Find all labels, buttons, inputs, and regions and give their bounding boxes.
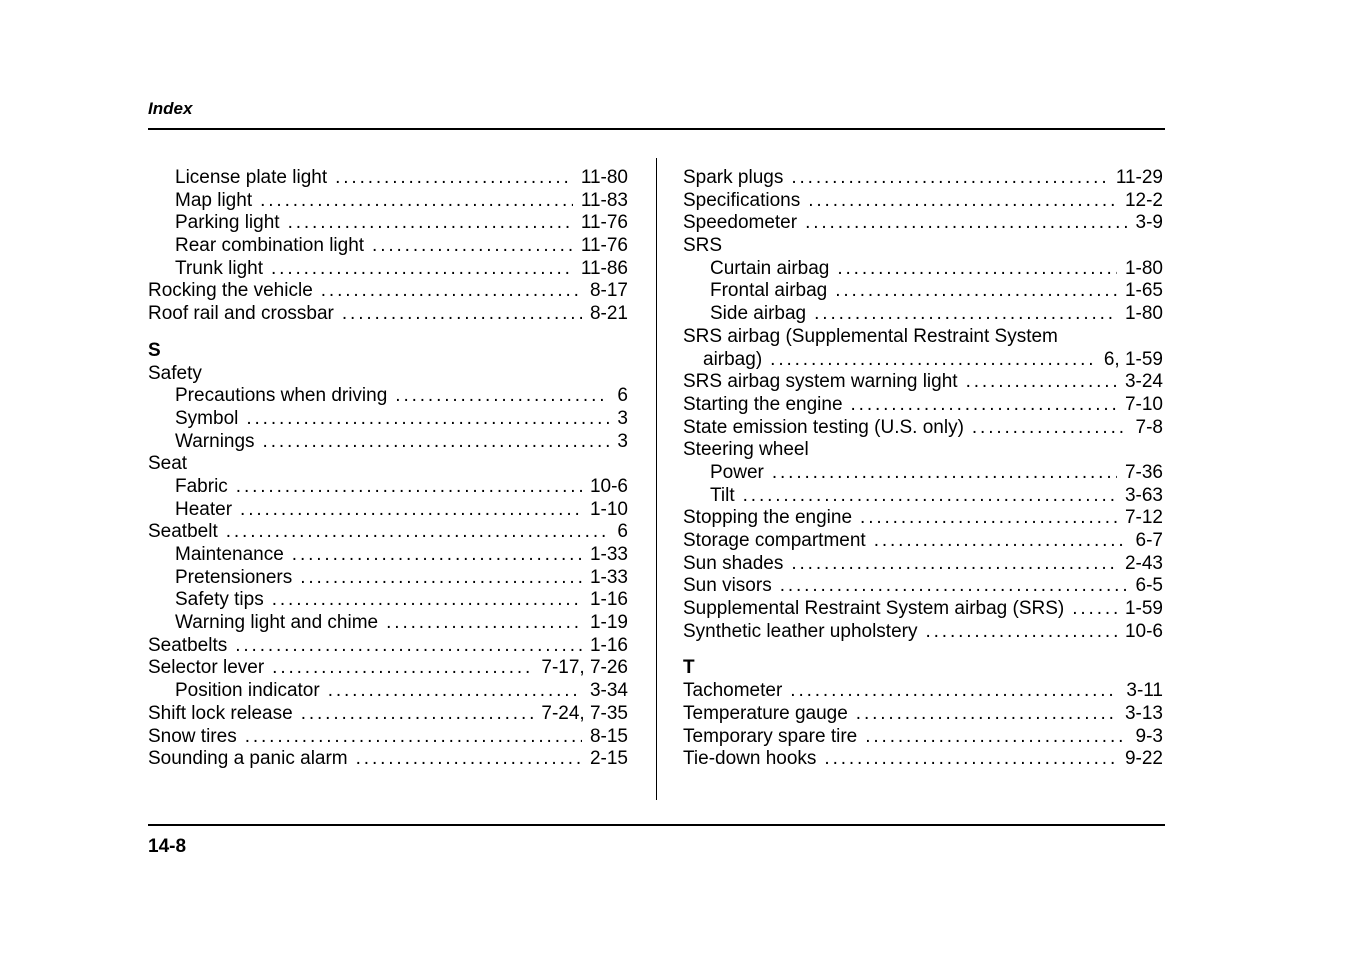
index-entry: [148, 212, 628, 235]
entry-page: 3-24: [1124, 371, 1163, 393]
entry-page: 8-17: [589, 280, 628, 302]
dot-leader: [856, 703, 1117, 726]
entry-page: 7-10: [1124, 393, 1163, 415]
entry-page: 7-24, 7-35: [541, 702, 628, 724]
entry-page: 12-2: [1124, 189, 1163, 211]
entry-page: 9-22: [1124, 748, 1163, 770]
entry-page: 2-15: [589, 748, 628, 770]
entry-page: 8-15: [589, 725, 628, 747]
entry-page: 2-43: [1124, 552, 1163, 574]
dot-leader: [386, 612, 582, 635]
page-number: 14-8: [148, 836, 187, 857]
entry-page: 3-34: [589, 680, 628, 702]
dot-leader: [272, 657, 533, 680]
dot-leader: [260, 190, 573, 213]
index-entry: [683, 212, 1163, 235]
entry-term: Shift lock release: [148, 702, 293, 724]
dot-leader: [743, 485, 1117, 508]
dot-leader: [335, 167, 573, 190]
running-header: Index: [148, 99, 193, 118]
entry-term: Specifications: [683, 189, 801, 211]
entry-term: Pretensioners: [175, 566, 293, 588]
entry-term: Curtain airbag: [710, 257, 830, 279]
index-entry: [148, 726, 628, 749]
index-entry: [148, 235, 628, 258]
entry-term: Seatbelts: [148, 634, 228, 656]
entry-page: 11-76: [580, 212, 628, 234]
entry-term: SRS airbag (Supplemental Restraint System: [683, 325, 1058, 347]
index-entry: [148, 589, 628, 612]
entry-term: Starting the engine: [683, 393, 843, 415]
dot-leader: [791, 167, 1107, 190]
index-entry: [683, 326, 1163, 349]
entry-term: Roof rail and crossbar: [148, 303, 334, 325]
entry-term: Temperature gauge: [683, 702, 848, 724]
index-column-right: [683, 167, 1163, 771]
entry-page: 1-10: [589, 498, 628, 520]
entry-term: SRS airbag system warning light: [683, 371, 958, 393]
header-rule: [148, 128, 1165, 130]
entry-page: 8-21: [589, 303, 628, 325]
dot-leader: [865, 726, 1127, 749]
entry-term: Tachometer: [683, 680, 783, 702]
dot-leader: [966, 371, 1117, 394]
index-entry: [148, 567, 628, 590]
entry-term: Position indicator: [175, 680, 320, 702]
entry-term: State emission testing (U.S. only): [683, 416, 964, 438]
index-entry: [683, 485, 1163, 508]
index-entry: [148, 303, 628, 326]
entry-term: Safety: [148, 362, 202, 384]
entry-page: 7-12: [1124, 507, 1163, 529]
entry-term: Steering wheel: [683, 439, 809, 461]
index-entry: [148, 476, 628, 499]
index-entry: [148, 280, 628, 303]
index-entry: [683, 748, 1163, 771]
index-entry: [148, 748, 628, 771]
entry-page: 1-16: [589, 589, 628, 611]
entry-page: 11-29: [1115, 167, 1163, 188]
index-entry: [683, 680, 1163, 703]
dot-leader: [972, 417, 1128, 440]
index-entry: [683, 303, 1163, 326]
entry-term: Sun shades: [683, 552, 784, 574]
entry-term: Speedometer: [683, 212, 798, 234]
dot-leader: [271, 258, 573, 281]
entry-term: Power: [710, 461, 764, 483]
entry-page: 1-33: [589, 566, 628, 588]
index-entry: [683, 598, 1163, 621]
index-entry: [683, 190, 1163, 213]
index-entry: [148, 703, 628, 726]
index-entry: [683, 726, 1163, 749]
dot-leader: [236, 476, 582, 499]
entry-term: Storage compartment: [683, 530, 866, 551]
index-entry: [148, 167, 628, 190]
index-entry: [683, 167, 1163, 190]
dot-leader: [814, 303, 1117, 326]
dot-leader: [790, 680, 1118, 703]
index-entry: [683, 703, 1163, 726]
entry-page: 9-3: [1135, 725, 1163, 747]
entry-page: 3-11: [1126, 680, 1163, 702]
dot-leader: [874, 530, 1128, 553]
dot-leader: [288, 212, 573, 235]
dot-leader: [226, 521, 610, 544]
dot-leader: [321, 280, 582, 303]
dot-leader: [292, 544, 582, 567]
dot-leader: [245, 726, 582, 749]
dot-leader: [301, 703, 534, 726]
dot-leader: [272, 589, 582, 612]
entry-page: 10-6: [1124, 620, 1163, 642]
index-entry: [683, 575, 1163, 598]
entry-page: 7-8: [1135, 416, 1163, 438]
index-entry: [683, 439, 1163, 462]
entry-page: 3-9: [1135, 212, 1163, 234]
dot-leader: [263, 431, 610, 454]
entry-term: Stopping the engine: [683, 507, 853, 529]
entry-term: Frontal airbag: [710, 280, 828, 302]
entry-term: Temporary spare tire: [683, 725, 858, 747]
dot-leader: [780, 575, 1128, 598]
entry-page: 11-76: [580, 235, 628, 257]
dot-leader: [342, 303, 582, 326]
entry-term: Precautions when driving: [175, 385, 388, 407]
entry-term: Tie-down hooks: [683, 748, 817, 770]
index-entry: [148, 190, 628, 213]
dot-leader: [328, 680, 582, 703]
entry-page: 6-7: [1135, 530, 1163, 551]
entry-term: Symbol: [175, 407, 239, 429]
dot-leader: [860, 507, 1117, 530]
index-entry: [148, 499, 628, 522]
dot-leader: [837, 258, 1117, 281]
entry-term: Tilt: [710, 484, 735, 506]
dot-leader: [356, 748, 582, 771]
dot-leader: [791, 553, 1117, 576]
index-column-left: [148, 167, 628, 771]
entry-term: Safety tips: [175, 589, 264, 611]
entry-page: 6, 1-59: [1103, 348, 1163, 370]
index-entry: [683, 235, 1163, 258]
entry-page: 6: [617, 385, 628, 407]
entry-page: 11-83: [580, 189, 628, 211]
dot-leader: [824, 748, 1117, 771]
entry-term: Parking light: [175, 212, 280, 234]
index-entry: [683, 553, 1163, 576]
index-entry: [683, 258, 1163, 281]
dot-leader: [246, 408, 609, 431]
dot-leader: [772, 462, 1117, 485]
index-entry: [148, 431, 628, 454]
index-entry: [148, 385, 628, 408]
entry-term: Sun visors: [683, 575, 772, 597]
section-heading-t: T: [683, 657, 695, 679]
index-entry: [683, 507, 1163, 530]
dot-leader: [240, 499, 582, 522]
entry-term: SRS: [683, 235, 723, 257]
index-entry: [683, 371, 1163, 394]
index-entry: [148, 408, 628, 431]
entry-term: Seatbelt: [148, 521, 218, 543]
entry-term: Side airbag: [710, 303, 807, 325]
index-entry: [683, 349, 1163, 372]
index-entry: [148, 258, 628, 281]
entry-page: 1-80: [1124, 257, 1163, 279]
entry-term: Spark plugs: [683, 167, 784, 188]
dot-leader: [770, 349, 1096, 372]
column-divider: [656, 158, 657, 800]
entry-term: Sounding a panic alarm: [148, 748, 348, 770]
index-entry: [148, 521, 628, 544]
entry-page: 11-86: [580, 257, 628, 279]
index-entry: [148, 657, 628, 680]
entry-page: 10-6: [589, 475, 628, 497]
index-entry: [148, 363, 628, 386]
entry-term: License plate light: [175, 167, 328, 188]
entry-page: 1-19: [589, 612, 628, 634]
index-entry: [148, 453, 628, 476]
entry-term: Warnings: [175, 430, 255, 452]
dot-leader: [835, 280, 1117, 303]
entry-term: Seat: [148, 453, 188, 475]
entry-page: 1-80: [1124, 303, 1163, 325]
index-entry: [683, 394, 1163, 417]
entry-page: 7-17, 7-26: [541, 657, 628, 679]
dot-leader: [235, 635, 582, 658]
entry-page: 3: [617, 407, 628, 429]
dot-leader: [808, 190, 1117, 213]
index-entry: [148, 544, 628, 567]
index-entry: [683, 462, 1163, 485]
entry-term: Maintenance: [175, 544, 284, 565]
entry-page: 6: [617, 521, 628, 543]
entry-page: 3: [617, 430, 628, 452]
section-heading-s: S: [148, 339, 161, 361]
dot-leader: [395, 385, 609, 408]
dot-leader: [300, 567, 582, 590]
entry-page: 3-63: [1124, 484, 1163, 506]
entry-term: Supplemental Restraint System airbag (SRS): [683, 598, 1065, 620]
entry-page: 3-13: [1124, 702, 1163, 724]
index-entry: [683, 621, 1163, 644]
entry-term: Rear combination light: [175, 235, 365, 257]
index-entry: [148, 635, 628, 658]
entry-term: Warning light and chime: [175, 612, 379, 634]
entry-term: airbag): [703, 348, 763, 370]
index-entry: [148, 680, 628, 703]
entry-term: Rocking the vehicle: [148, 280, 313, 302]
dot-leader: [925, 621, 1117, 644]
entry-term: Map light: [175, 189, 253, 211]
entry-term: Heater: [175, 498, 233, 520]
index-entry: [683, 280, 1163, 303]
entry-page: 1-59: [1124, 598, 1163, 620]
entry-term: Selector lever: [148, 657, 265, 679]
index-entry: [683, 530, 1163, 553]
index-entry: [683, 417, 1163, 440]
footer-rule: [148, 824, 1165, 826]
entry-term: Synthetic leather upholstery: [683, 620, 918, 642]
entry-page: 1-33: [589, 544, 628, 565]
entry-term: Fabric: [175, 475, 228, 497]
entry-page: 1-16: [589, 634, 628, 656]
entry-page: 7-36: [1124, 461, 1163, 483]
dot-leader: [851, 394, 1117, 417]
entry-page: 1-65: [1124, 280, 1163, 302]
dot-leader: [372, 235, 573, 258]
entry-page: 6-5: [1135, 575, 1163, 597]
index-entry: [148, 612, 628, 635]
entry-page: 11-80: [580, 167, 628, 188]
dot-leader: [1072, 598, 1117, 621]
entry-term: Snow tires: [148, 725, 237, 747]
entry-term: Trunk light: [175, 257, 263, 279]
dot-leader: [805, 212, 1127, 235]
